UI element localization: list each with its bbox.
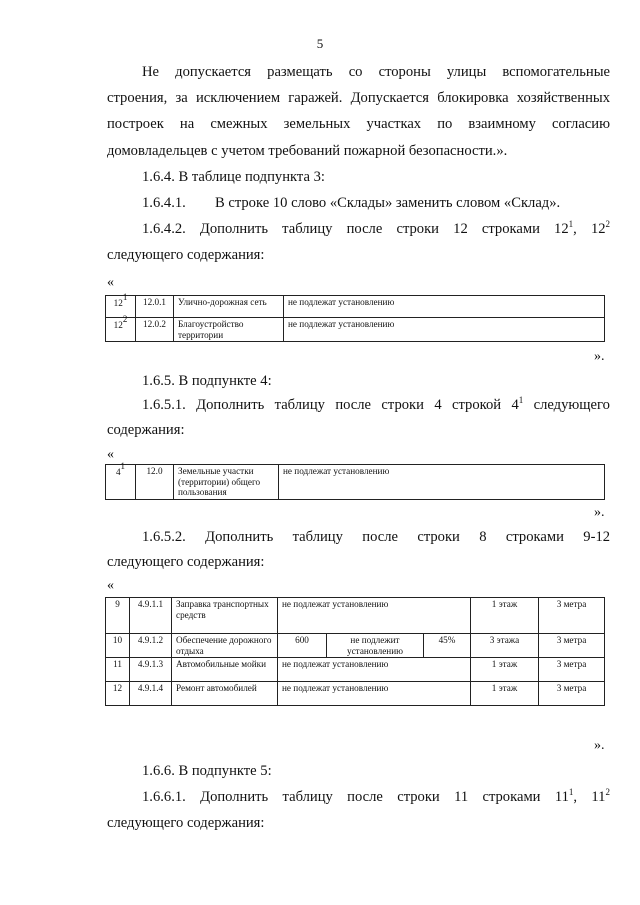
row-name: Земельные участки (территории) общего пользования	[174, 465, 279, 500]
row-number: $12^2$	[106, 318, 136, 342]
row-value: не подлежат установлению	[278, 598, 471, 634]
intro-line-4: домовладельцев с учетом требований пожарной безопасности.».	[107, 143, 508, 159]
row-floors: 3 этажа	[471, 634, 539, 658]
section-1-6-4-1: 1.6.4.1. В строке 10 слово «Склады» заменить словом «Склад».	[142, 195, 561, 211]
row-height: 3 метра	[539, 658, 605, 682]
row-floors: 1 этаж	[471, 682, 539, 706]
row-value: не подлежат установлению	[284, 318, 605, 342]
row-height: 3 метра	[539, 682, 605, 706]
section-1-6-6: 1.6.6. В подпункте 5:	[142, 763, 272, 779]
row-ref-2: $11^2$	[591, 787, 610, 805]
row-number: $12^1$	[106, 296, 136, 318]
open-quote: «	[107, 275, 114, 290]
section-1-6-5-1: 1.6.5.1. Дополнить таблицу после строки 4 строкой $4^1$ следующего	[142, 395, 610, 413]
row-value: не подлежат установлению	[279, 465, 605, 500]
clause-number: 1.6.5.1.	[142, 397, 186, 413]
row-number: 10	[106, 634, 130, 658]
row-floors: 1 этаж	[471, 598, 539, 634]
intro-line-2: строения, за исключением гаражей. Допускается блокировка хозяйственных	[107, 90, 610, 106]
row-number: $4^1$	[106, 465, 136, 500]
close-quote-1: ».	[594, 349, 605, 364]
row-number: 12	[106, 682, 130, 706]
row-name: Ремонт автомобилей	[172, 682, 278, 706]
row-value: не подлежат установлению	[278, 658, 471, 682]
row-code: 12.0.1	[136, 296, 174, 318]
row-number: 9	[106, 598, 130, 634]
row-name: Обеспечение дорожного отдыха	[172, 634, 278, 658]
row-height: 3 метра	[539, 598, 605, 634]
clause-number: 1.6.4.2.	[142, 221, 186, 237]
section-1-6-5-2: 1.6.5.2. Дополнить таблицу после строки 8 строками 9-12	[142, 529, 611, 545]
row-ref: $4^1$	[511, 395, 524, 413]
row-floors: 1 этаж	[471, 658, 539, 682]
page-number: 5	[316, 36, 324, 51]
intro-line-3: построек на смежных земельных участках по взаимному согласию	[107, 116, 610, 132]
table-2	[105, 461, 605, 500]
row-values-split	[278, 634, 470, 657]
close-quote-2: ».	[594, 505, 605, 520]
row-ref-2: $12^2$	[590, 219, 611, 237]
section-1-6-4: 1.6.4. В таблице подпункта 3:	[142, 169, 325, 185]
table-row	[106, 318, 605, 342]
row-code: 4.9.1.2	[130, 634, 172, 658]
table-row	[106, 634, 605, 658]
open-quote: «	[107, 578, 114, 593]
row-value-3: 45%	[438, 635, 456, 645]
open-quote: «	[107, 447, 114, 462]
row-number: 11	[106, 658, 130, 682]
row-ref-1: $12^1$,	[554, 219, 577, 237]
row-name: Заправка транспортных средств	[172, 598, 278, 634]
row-name: Улично-дорожная сеть	[174, 296, 284, 318]
section-1-6-5-1-cont: содержания:	[107, 422, 185, 438]
section-1-6-4-2-cont: следующего содержания:	[107, 247, 265, 263]
section-1-6-6-1: 1.6.6.1. Дополнить таблицу после строки 11 строками $11^1$, $11^2$	[142, 787, 610, 805]
section-1-6-5-2-cont: следующего содержания:	[107, 554, 265, 570]
row-code: 4.9.1.3	[130, 658, 172, 682]
row-code: 4.9.1.1	[130, 598, 172, 634]
table-row	[106, 598, 605, 634]
table-row	[106, 658, 605, 682]
table-row	[106, 296, 605, 318]
row-ref-1: $11^1$,	[554, 787, 578, 805]
table-row	[106, 682, 605, 706]
table-3	[105, 597, 605, 706]
row-code: 4.9.1.4	[130, 682, 172, 706]
section-1-6-4-2: 1.6.4.2. Дополнить таблицу после строки 12 строками $12^1$, $12^2$	[142, 219, 611, 237]
clause-number: 1.6.6.1.	[142, 789, 186, 805]
row-name: Благоустройство территории	[174, 318, 284, 342]
row-code: 12.0.2	[136, 318, 174, 342]
table-row	[106, 465, 605, 500]
row-value-1: 600	[278, 634, 327, 657]
row-value: не подлежат установлению	[278, 682, 471, 706]
row-value: не подлежат установлению	[284, 296, 605, 318]
row-height: 3 метра	[539, 634, 605, 658]
close-quote-3: ».	[594, 738, 605, 753]
row-code: 12.0	[136, 465, 174, 500]
section-1-6-5: 1.6.5. В подпункте 4:	[142, 373, 272, 389]
row-values	[278, 634, 471, 658]
row-name: Автомобильные мойки	[172, 658, 278, 682]
clause-number: 1.6.5.2.	[142, 529, 186, 545]
intro-line-1: Не допускается размещать со стороны улицы вспомогательные	[142, 64, 610, 80]
table-1	[105, 292, 605, 342]
row-value-2: не подлежит установлению	[327, 634, 424, 657]
section-1-6-6-1-cont: следующего содержания:	[107, 815, 265, 831]
